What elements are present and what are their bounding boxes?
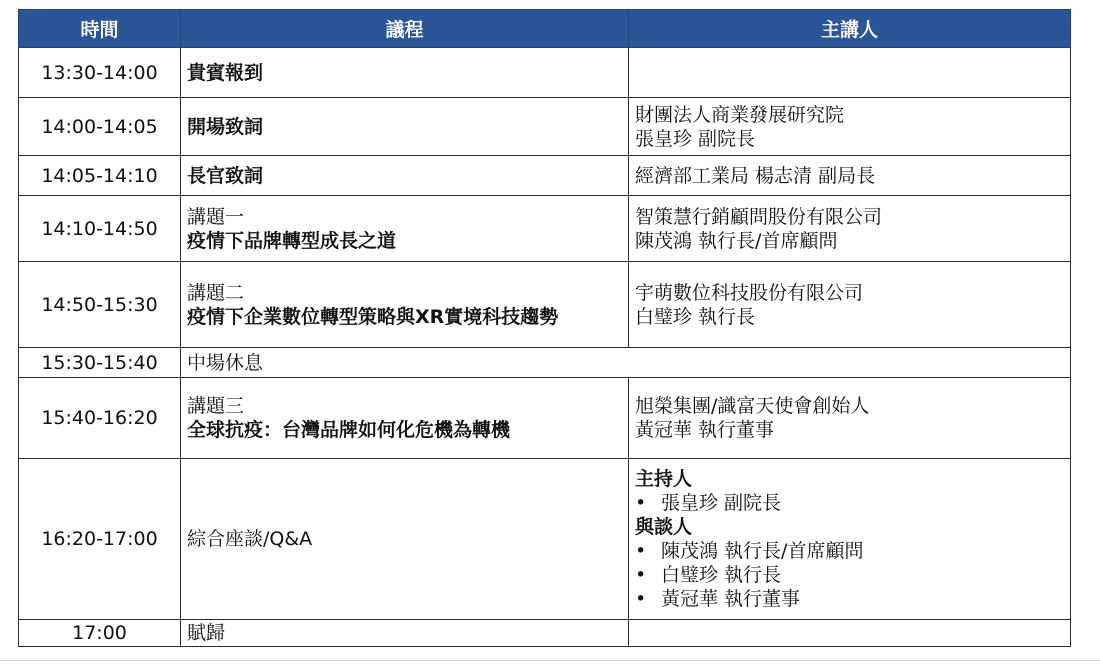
table-row [19,48,1071,98]
bullet-icon: • [635,564,647,586]
header-speaker: 主講人 [629,10,1071,48]
speaker-cell [629,459,1071,620]
time-cell: 16:20-17:00 [19,459,181,620]
topic-cell: 長官致詞 [181,156,629,196]
time-cell: 14:50-15:30 [19,262,181,348]
break-cell: 中場休息 [181,348,1071,378]
agenda-table [18,9,1071,647]
panelist-name: 黃冠華 執行董事 [661,588,801,610]
host-name: 張皇珍 副院長 [661,492,782,514]
topic-cell [181,196,629,262]
topic-cell [181,262,629,348]
topic-title: 疫情下品牌轉型成長之道 [187,229,397,252]
topic-label: 講題二 [187,281,245,304]
time-cell: 15:40-16:20 [19,378,181,459]
host-item [635,491,1064,515]
bottom-divider [0,660,1100,661]
header-row [19,10,1071,48]
panelist-name: 白璧珍 執行長 [661,564,782,586]
speaker-cell [629,48,1071,98]
speaker-cell [629,98,1071,156]
panelist-item [635,539,1064,563]
panelist-name: 陳茂鴻 執行長/首席顧問 [661,540,864,562]
bullet-icon: • [635,540,647,562]
topic-title: 全球抗疫：台灣品牌如何化危機為轉機 [187,419,511,441]
table-row [19,262,1071,348]
table-row [19,196,1071,262]
topic-title: 疫情下企業數位轉型策略與XR實境科技趨勢 [187,305,559,328]
table-row [19,620,1071,647]
time-cell: 14:00-14:05 [19,98,181,156]
host-label: 主持人 [635,468,693,490]
speaker-cell [629,378,1071,459]
speaker-cell [629,620,1071,647]
panelist-item [635,563,1064,587]
time-cell: 13:30-14:00 [19,48,181,98]
time-cell: 14:10-14:50 [19,196,181,262]
time-cell: 17:00 [19,620,181,647]
topic-cell [181,378,629,459]
panelist-item [635,587,1064,611]
bullet-icon: • [635,492,647,514]
table-row [19,459,1071,620]
header-time: 時間 [19,10,181,48]
table-row [19,378,1071,459]
table-row [19,348,1071,378]
speaker-cell [629,262,1071,348]
topic-cell: 開場致詞 [181,98,629,156]
speaker-name: 經濟部工業局 楊志清 副局長 [635,164,876,187]
header-topic: 議程 [181,10,629,48]
table-row [19,156,1071,196]
speaker-cell [629,196,1071,262]
panel-label: 與談人 [635,516,693,538]
speaker-org: 宇萌數位科技股份有限公司 [635,281,864,304]
topic-cell: 貴賓報到 [181,48,629,98]
speaker-name: 黃冠華 執行董事 [635,419,775,441]
table-row [19,98,1071,156]
speaker-cell [629,156,1071,196]
time-cell: 15:30-15:40 [19,348,181,378]
bullet-icon: • [635,588,647,610]
speaker-name: 陳茂鴻 執行長/首席顧問 [635,229,838,252]
speaker-org: 財團法人商業發展研究院 [635,103,845,126]
speaker-name: 白璧珍 執行長 [635,305,756,328]
topic-label: 講題一 [187,205,245,228]
time-cell: 14:05-14:10 [19,156,181,196]
topic-cell: 綜合座談/Q&A [181,459,629,620]
topic-label: 講題三 [187,395,245,417]
speaker-name: 張皇珍 副院長 [635,127,756,150]
speaker-org: 智策慧行銷顧問股份有限公司 [635,205,883,228]
speaker-org: 旭榮集團/識富天使會創始人 [635,395,870,417]
topic-cell: 賦歸 [181,620,629,647]
